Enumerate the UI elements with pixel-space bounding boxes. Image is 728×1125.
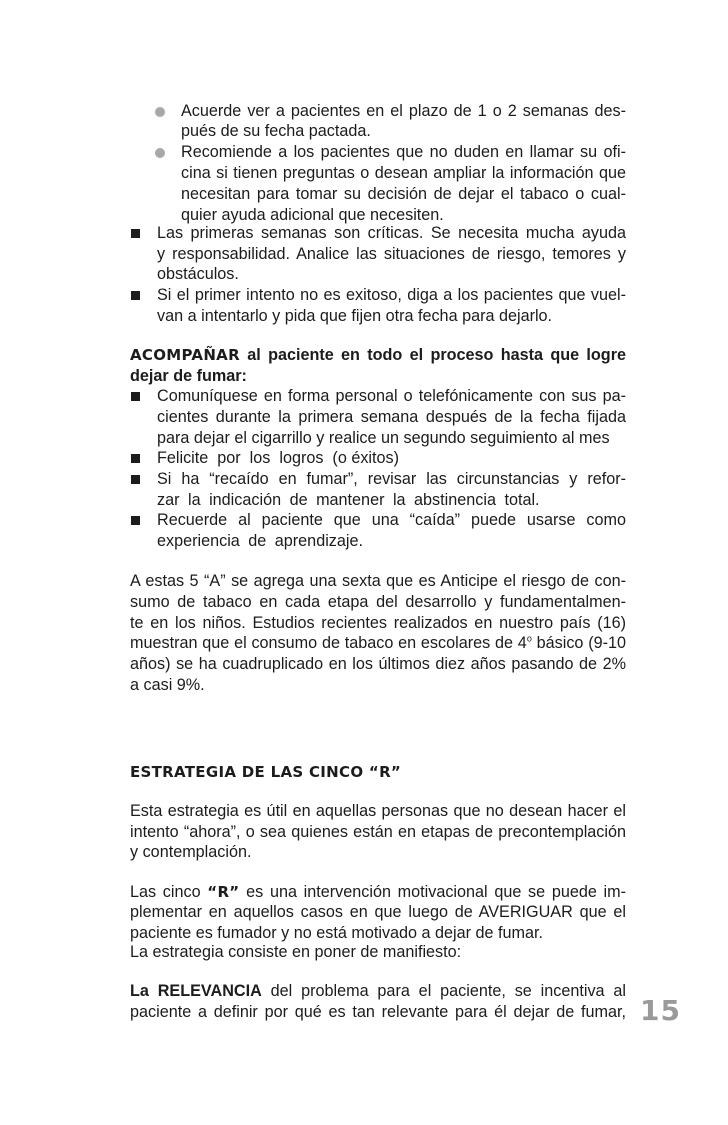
text-line: paciente es fumador y no está motivado a dejar de fumar. [130,924,544,942]
section-title: ESTRATEGIA DE LAS CINCO “R” [130,763,402,781]
text-line: y contemplación. [130,843,252,861]
text-line: Esta estrategia es útil en aquellas personas que no desean hacer el [130,802,626,820]
text-line: zar la indicación de mantener la abstinencia total. [157,491,540,509]
text-line: pués de su fecha pactada. [181,122,371,140]
text-line: La estrategia consiste en poner de manifiesto: [130,943,462,961]
text-line [130,882,626,902]
text-span: básico (9-10 [531,634,626,652]
acompanar-intro [130,345,626,365]
text-line [130,633,626,653]
page-number: 15 [640,994,681,1027]
text-line: intento “ahora”, o sea quienes están en etapas de precontemplación [130,823,626,841]
text-line [130,981,626,1001]
text-line: sumo de tabaco en cada etapa del desarrollo y fundamentalmen- [130,593,626,611]
text-line: quier ayuda adicional que necesiten. [181,206,444,224]
bullet-square-icon [131,392,140,401]
text-line: A estas 5 “A” se agrega una sexta que es Anticipe el riesgo de con- [130,572,626,590]
text-line: Felicite por los logros (o éxitos) [157,449,399,467]
bullet-square-icon [131,229,140,238]
bullet-square-icon [131,475,140,484]
text-line: necesitan para tomar su decisión de dejar el tabaco o cual- [181,185,626,203]
text-span: Las cinco [130,883,208,901]
acompanar-keyword: ACOMPAÑAR [130,346,240,364]
cinco-r-keyword: “R” [207,883,240,901]
text-line: años) se ha cuadruplicado en los últimos diez años pasando de 2% [130,655,626,673]
relevancia-keyword: La RELEVANCIA [130,982,262,1000]
text-line: experiencia de aprendizaje. [157,532,363,550]
text-line: Si ha “recaído en fumar”, revisar las circunstancias y refor- [157,470,626,488]
text-line: van a intentarlo y pida que fijen otra fecha para dejarlo. [157,307,553,325]
text-span: del problema para el paciente, se incentiva al [261,982,626,1000]
acompanar-intro-rest: al paciente en todo el proceso hasta que logre [239,346,626,364]
bullet-square-icon [131,516,140,525]
superscript-ordinal: o [526,633,532,644]
text-line: cina si tienen preguntas o desean ampliar la información que [181,164,626,182]
text-line: y responsabilidad. Analice las situaciones de riesgo, temores y [157,245,626,263]
bullet-square-icon [131,291,140,300]
text-line: Las primeras semanas son críticas. Se necesita mucha ayuda [157,224,626,242]
text-line: dejar de fumar: [130,367,247,385]
bullet-square-icon [131,454,140,463]
text-line: para dejar el cigarrillo y realice un segundo seguimiento al mes [157,429,610,447]
text-line: Si el primer intento no es exitoso, diga a los pacientes que vuel- [157,286,626,304]
text-line: paciente a definir por qué es tan relevante para él dejar de fumar, [130,1003,626,1021]
text-line: Recomiende a los pacientes que no duden en llamar su ofi- [181,143,626,161]
text-line: Comuníquese en forma personal o telefónicamente con sus pa- [157,387,626,405]
text-line: te en los niños. Estudios recientes realizados en nuestro país (16) [130,614,626,632]
text-span: muestran que el consumo de tabaco en escolares de 4 [130,634,527,652]
text-line: obstáculos. [157,265,239,283]
text-line: a casi 9%. [130,676,205,694]
bullet-dot-icon [155,148,165,158]
bullet-dot-icon [155,107,165,117]
text-line: Recuerde al paciente que una “caída” puede usarse como [157,511,626,529]
text-span: es una intervención motivacional que se puede im- [239,883,626,901]
text-line: Acuerde ver a pacientes en el plazo de 1 o 2 semanas des- [181,102,626,120]
text-line: cientes durante la primera semana después de la fecha fijada [157,408,626,426]
text-line: plementar en aquellos casos en que luego de AVERIGUAR que el [130,903,626,921]
